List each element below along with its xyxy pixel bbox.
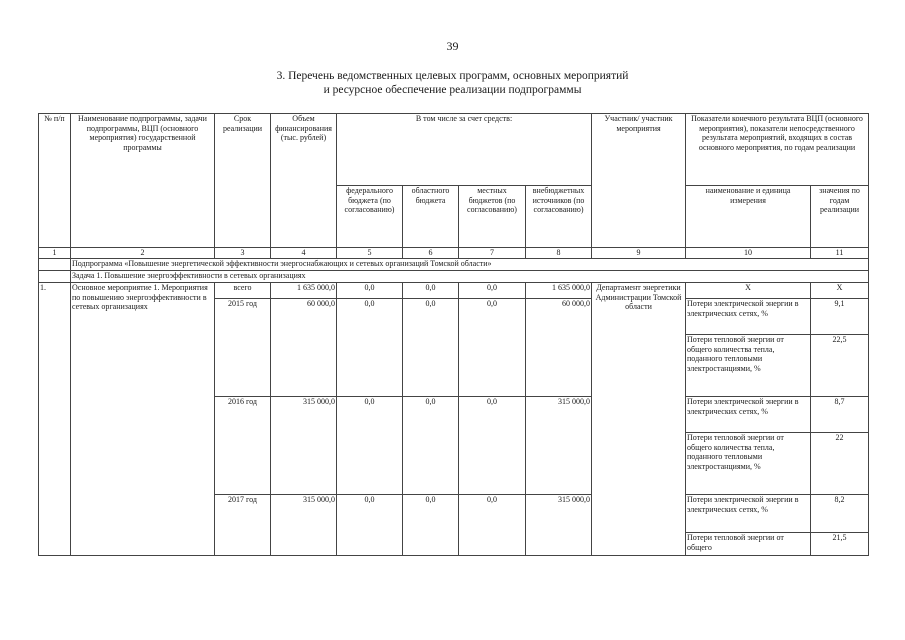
column-number: 1 [39, 248, 71, 259]
table-row [39, 283, 869, 299]
indicator-name-cell: Потери тепловой энергии от общего количества тепла, поданного тепловыми электростанциями, % [686, 433, 811, 495]
header-num: № п/п [39, 114, 71, 248]
header-indicators-group: Показатели конечного результата ВЦП (основного мероприятия), показатели непосредственного результата мероприятий, входящих в состав основного мероприятия, по годам реализации [686, 114, 869, 186]
column-number: 5 [337, 248, 403, 259]
indicator-name-cell: Х [686, 283, 811, 299]
activity-name: Основное мероприятие 1. Мероприятия по повышению энергоэффективности в сетевых организациях [71, 283, 215, 556]
volume-cell: 60 000,0 [271, 299, 337, 397]
subprogram-row [39, 259, 869, 271]
header-incl-group: В том числе за счет средств: [337, 114, 592, 186]
term-cell: 2015 год [215, 299, 271, 397]
indicator-name-cell: Потери электрической энергии в электрических сетях, % [686, 397, 811, 433]
column-number: 2 [71, 248, 215, 259]
term-cell: всего [215, 283, 271, 299]
term-cell: 2017 год [215, 495, 271, 556]
federal-cell: 0,0 [337, 397, 403, 495]
page-number: 39 [446, 39, 459, 53]
task-row [39, 271, 869, 283]
volume-cell: 315 000,0 [271, 397, 337, 495]
regional-cell: 0,0 [403, 283, 459, 299]
column-number-row [39, 248, 869, 259]
section-title-line-2: и ресурсное обеспечение реализации подпрограммы [323, 84, 582, 96]
header-volume: Объем финансирования (тыс. рублей) [271, 114, 337, 248]
offbudget-cell: 60 000,0 [526, 299, 592, 397]
indicator-value-cell: 22,5 [811, 335, 869, 397]
offbudget-cell: 315 000,0 [526, 397, 592, 495]
column-number: 4 [271, 248, 337, 259]
header-federal: федерального бюджета (по согласованию) [337, 186, 403, 248]
indicator-name-cell: Потери тепловой энергии от общего [686, 533, 811, 556]
federal-cell: 0,0 [337, 495, 403, 556]
local-cell: 0,0 [459, 299, 526, 397]
federal-cell: 0,0 [337, 283, 403, 299]
indicator-value-cell: 8,2 [811, 495, 869, 533]
task-title: Задача 1. Повышение энергоэффективности в сетевых организациях [71, 271, 869, 283]
offbudget-cell: 1 635 000,0 [526, 283, 592, 299]
subprogram-title: Подпрограмма «Повышение энергетической эффективности энергоснабжающих и сетевых организаций Томской области» [71, 259, 869, 271]
indicator-value-cell: Х [811, 283, 869, 299]
indicator-name-cell: Потери электрической энергии в электрических сетях, % [686, 495, 811, 533]
section-title [0, 69, 905, 97]
local-cell: 0,0 [459, 283, 526, 299]
offbudget-cell: 315 000,0 [526, 495, 592, 556]
indicator-value-cell: 21,5 [811, 533, 869, 556]
header-indicator-value: значения по годам реализации [811, 186, 869, 248]
indicator-name-cell: Потери электрической энергии в электрических сетях, % [686, 299, 811, 335]
column-number: 8 [526, 248, 592, 259]
column-number: 11 [811, 248, 869, 259]
header-offbudget: внебюджетных источников (по согласованию) [526, 186, 592, 248]
volume-cell: 1 635 000,0 [271, 283, 337, 299]
federal-cell: 0,0 [337, 299, 403, 397]
regional-cell: 0,0 [403, 397, 459, 495]
header-row-1 [39, 114, 869, 156]
header-participant: Участник/ участник мероприятия [592, 114, 686, 248]
header-indicator-name: наименование и единица измерения [686, 186, 811, 248]
term-cell: 2016 год [215, 397, 271, 495]
volume-cell: 315 000,0 [271, 495, 337, 556]
indicator-name-cell: Потери тепловой энергии от общего количества тепла, поданного тепловыми электростанциями, % [686, 335, 811, 397]
column-number: 7 [459, 248, 526, 259]
header-name: Наименование подпрограммы, задачи подпрограммы, ВЦП (основного мероприятия) государственной программы [71, 114, 215, 248]
indicator-value-cell: 8,7 [811, 397, 869, 433]
program-table [38, 113, 869, 556]
regional-cell: 0,0 [403, 495, 459, 556]
column-number: 6 [403, 248, 459, 259]
participant-cell: Департамент энергетики Администрации Томской области [592, 283, 686, 556]
header-term: Срок реализации [215, 114, 271, 248]
activity-number: 1. [39, 283, 71, 556]
column-number: 3 [215, 248, 271, 259]
header-local: местных бюджетов (по согласованию) [459, 186, 526, 248]
section-title-line-1: 3. Перечень ведомственных целевых программ, основных мероприятий [276, 70, 629, 82]
regional-cell: 0,0 [403, 299, 459, 397]
column-number: 10 [686, 248, 811, 259]
indicator-value-cell: 22 [811, 433, 869, 495]
local-cell: 0,0 [459, 397, 526, 495]
header-regional: областного бюджета [403, 186, 459, 248]
local-cell: 0,0 [459, 495, 526, 556]
indicator-value-cell: 9,1 [811, 299, 869, 335]
column-number: 9 [592, 248, 686, 259]
